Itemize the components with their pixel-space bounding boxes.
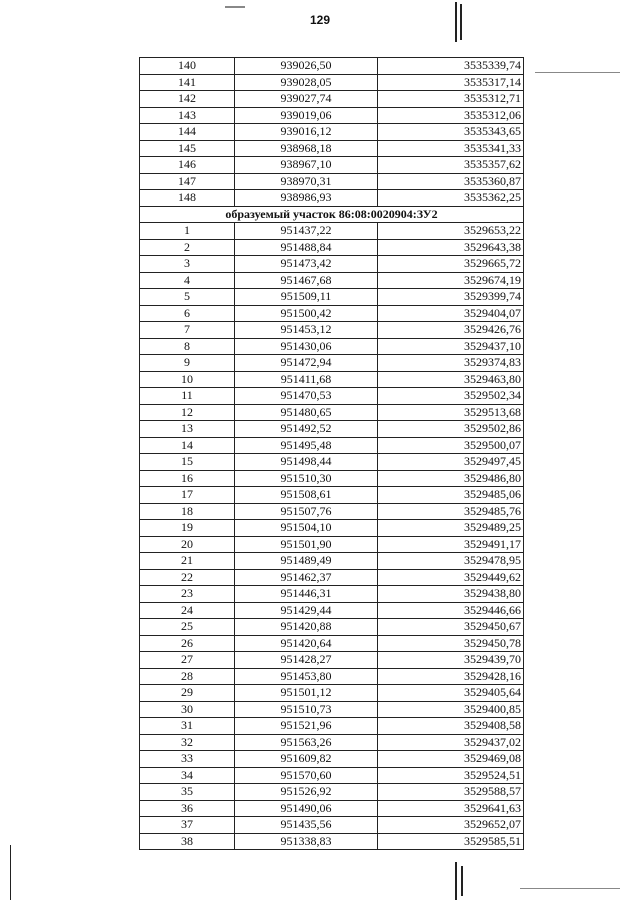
- point-number: 144: [140, 124, 235, 141]
- point-number: 13: [140, 421, 235, 438]
- x-coordinate: 951462,37: [235, 569, 378, 586]
- table-row: [140, 718, 524, 735]
- table-row: [140, 734, 524, 751]
- x-coordinate: 951453,12: [235, 322, 378, 339]
- point-number: 24: [140, 602, 235, 619]
- point-number: 143: [140, 107, 235, 124]
- table-row: [140, 635, 524, 652]
- point-number: 142: [140, 91, 235, 108]
- x-coordinate: 951490,06: [235, 800, 378, 817]
- table-row: [140, 487, 524, 504]
- table-row: [140, 652, 524, 669]
- table-row: [140, 685, 524, 702]
- point-number: 19: [140, 520, 235, 537]
- point-number: 11: [140, 388, 235, 405]
- x-coordinate: 951510,30: [235, 470, 378, 487]
- point-number: 28: [140, 668, 235, 685]
- point-number: 7: [140, 322, 235, 339]
- table-row: [140, 701, 524, 718]
- x-coordinate: 951498,44: [235, 454, 378, 471]
- y-coordinate: 3529437,02: [378, 734, 524, 751]
- x-coordinate: 951507,76: [235, 503, 378, 520]
- table-row: [140, 322, 524, 339]
- table-row: [140, 107, 524, 124]
- y-coordinate: 3535343,65: [378, 124, 524, 141]
- y-coordinate: 3529641,63: [378, 800, 524, 817]
- y-coordinate: 3529502,34: [378, 388, 524, 405]
- y-coordinate: 3529426,76: [378, 322, 524, 339]
- page-number: 129: [309, 13, 331, 27]
- point-number: 145: [140, 140, 235, 157]
- y-coordinate: 3529439,70: [378, 652, 524, 669]
- x-coordinate: 939027,74: [235, 91, 378, 108]
- y-coordinate: 3529478,95: [378, 553, 524, 570]
- x-coordinate: 951473,42: [235, 256, 378, 273]
- y-coordinate: 3529500,07: [378, 437, 524, 454]
- y-coordinate: 3535339,74: [378, 58, 524, 75]
- coordinates-table: [139, 57, 524, 850]
- point-number: 26: [140, 635, 235, 652]
- y-coordinate: 3535312,71: [378, 91, 524, 108]
- y-coordinate: 3535360,87: [378, 173, 524, 190]
- scan-artifact-speckle: [535, 72, 620, 73]
- x-coordinate: 951526,92: [235, 784, 378, 801]
- point-number: 5: [140, 289, 235, 306]
- point-number: 141: [140, 74, 235, 91]
- table-row: [140, 520, 524, 537]
- y-coordinate: 3529450,67: [378, 619, 524, 636]
- y-coordinate: 3529665,72: [378, 256, 524, 273]
- x-coordinate: 951521,96: [235, 718, 378, 735]
- y-coordinate: 3529469,08: [378, 751, 524, 768]
- x-coordinate: 951338,83: [235, 833, 378, 850]
- x-coordinate: 951609,82: [235, 751, 378, 768]
- y-coordinate: 3529449,62: [378, 569, 524, 586]
- point-number: 4: [140, 272, 235, 289]
- y-coordinate: 3529408,58: [378, 718, 524, 735]
- point-number: 2: [140, 239, 235, 256]
- x-coordinate: 951470,53: [235, 388, 378, 405]
- section-row: [140, 206, 524, 223]
- x-coordinate: 951510,73: [235, 701, 378, 718]
- y-coordinate: 3529513,68: [378, 404, 524, 421]
- x-coordinate: 939019,06: [235, 107, 378, 124]
- point-number: 27: [140, 652, 235, 669]
- table-row: [140, 173, 524, 190]
- point-number: 20: [140, 536, 235, 553]
- table-row: [140, 784, 524, 801]
- y-coordinate: 3529437,10: [378, 338, 524, 355]
- table-row: [140, 239, 524, 256]
- table-row: [140, 503, 524, 520]
- y-coordinate: 3529485,06: [378, 487, 524, 504]
- table-row: [140, 74, 524, 91]
- point-number: 33: [140, 751, 235, 768]
- x-coordinate: 951504,10: [235, 520, 378, 537]
- scan-artifact-mark: [455, 2, 457, 42]
- point-number: 9: [140, 355, 235, 372]
- scan-artifact-speckle: [520, 888, 620, 889]
- table-row: [140, 305, 524, 322]
- y-coordinate: 3529428,16: [378, 668, 524, 685]
- y-coordinate: 3529446,66: [378, 602, 524, 619]
- point-number: 148: [140, 190, 235, 207]
- y-coordinate: 3529450,78: [378, 635, 524, 652]
- y-coordinate: 3529653,22: [378, 223, 524, 240]
- table-row: [140, 437, 524, 454]
- table-row: [140, 338, 524, 355]
- table-row: [140, 256, 524, 273]
- x-coordinate: 951467,68: [235, 272, 378, 289]
- x-coordinate: 951492,52: [235, 421, 378, 438]
- table-row: [140, 371, 524, 388]
- x-coordinate: 951508,61: [235, 487, 378, 504]
- x-coordinate: 951435,56: [235, 817, 378, 834]
- x-coordinate: 951428,27: [235, 652, 378, 669]
- x-coordinate: 951437,22: [235, 223, 378, 240]
- scan-artifact-mark: [460, 4, 462, 40]
- table-row: [140, 91, 524, 108]
- x-coordinate: 951472,94: [235, 355, 378, 372]
- point-number: 31: [140, 718, 235, 735]
- table-row: [140, 668, 524, 685]
- y-coordinate: 3529374,83: [378, 355, 524, 372]
- table-row: [140, 751, 524, 768]
- point-number: 14: [140, 437, 235, 454]
- point-number: 18: [140, 503, 235, 520]
- y-coordinate: 3529485,76: [378, 503, 524, 520]
- x-coordinate: 951500,42: [235, 305, 378, 322]
- point-number: 10: [140, 371, 235, 388]
- table-row: [140, 569, 524, 586]
- scan-artifact-mark: [461, 866, 463, 896]
- y-coordinate: 3529405,64: [378, 685, 524, 702]
- y-coordinate: 3529674,19: [378, 272, 524, 289]
- y-coordinate: 3529489,25: [378, 520, 524, 537]
- point-number: 23: [140, 586, 235, 603]
- x-coordinate: 951509,11: [235, 289, 378, 306]
- table-row: [140, 124, 524, 141]
- point-number: 15: [140, 454, 235, 471]
- table-row: [140, 536, 524, 553]
- x-coordinate: 939028,05: [235, 74, 378, 91]
- x-coordinate: 939016,12: [235, 124, 378, 141]
- point-number: 146: [140, 157, 235, 174]
- table-row: [140, 140, 524, 157]
- table-row: [140, 157, 524, 174]
- x-coordinate: 951453,80: [235, 668, 378, 685]
- y-coordinate: 3535362,25: [378, 190, 524, 207]
- point-number: 8: [140, 338, 235, 355]
- point-number: 29: [140, 685, 235, 702]
- table-row: [140, 289, 524, 306]
- y-coordinate: 3535341,33: [378, 140, 524, 157]
- table-row: [140, 388, 524, 405]
- table-row: [140, 355, 524, 372]
- x-coordinate: 951429,44: [235, 602, 378, 619]
- table-row: [140, 767, 524, 784]
- section-title: образуемый участок 86:08:0020904:ЗУ2: [140, 206, 524, 223]
- point-number: 36: [140, 800, 235, 817]
- y-coordinate: 3529652,07: [378, 817, 524, 834]
- point-number: 32: [140, 734, 235, 751]
- x-coordinate: 938986,93: [235, 190, 378, 207]
- table-row: [140, 272, 524, 289]
- y-coordinate: 3529486,80: [378, 470, 524, 487]
- point-number: 37: [140, 817, 235, 834]
- table-row: [140, 817, 524, 834]
- x-coordinate: 951430,06: [235, 338, 378, 355]
- x-coordinate: 951489,49: [235, 553, 378, 570]
- table-row: [140, 833, 524, 850]
- x-coordinate: 951495,48: [235, 437, 378, 454]
- y-coordinate: 3535357,62: [378, 157, 524, 174]
- table-row: [140, 602, 524, 619]
- point-number: 38: [140, 833, 235, 850]
- table-row: [140, 619, 524, 636]
- point-number: 12: [140, 404, 235, 421]
- table-row: [140, 800, 524, 817]
- point-number: 140: [140, 58, 235, 75]
- y-coordinate: 3529438,80: [378, 586, 524, 603]
- scan-artifact-mark: [455, 862, 457, 900]
- point-number: 30: [140, 701, 235, 718]
- table-row: [140, 454, 524, 471]
- y-coordinate: 3529588,57: [378, 784, 524, 801]
- point-number: 35: [140, 784, 235, 801]
- x-coordinate: 951563,26: [235, 734, 378, 751]
- x-coordinate: 951570,60: [235, 767, 378, 784]
- point-number: 25: [140, 619, 235, 636]
- point-number: 34: [140, 767, 235, 784]
- y-coordinate: 3529502,86: [378, 421, 524, 438]
- y-coordinate: 3529399,74: [378, 289, 524, 306]
- point-number: 22: [140, 569, 235, 586]
- x-coordinate: 951420,88: [235, 619, 378, 636]
- y-coordinate: 3529585,51: [378, 833, 524, 850]
- x-coordinate: 938970,31: [235, 173, 378, 190]
- table-row: [140, 470, 524, 487]
- y-coordinate: 3529404,07: [378, 305, 524, 322]
- y-coordinate: 3535317,14: [378, 74, 524, 91]
- scan-artifact-mark: [10, 845, 11, 900]
- y-coordinate: 3535312,06: [378, 107, 524, 124]
- point-number: 3: [140, 256, 235, 273]
- point-number: 1: [140, 223, 235, 240]
- x-coordinate: 939026,50: [235, 58, 378, 75]
- y-coordinate: 3529491,17: [378, 536, 524, 553]
- x-coordinate: 951446,31: [235, 586, 378, 603]
- table-row: [140, 404, 524, 421]
- x-coordinate: 951420,64: [235, 635, 378, 652]
- y-coordinate: 3529400,85: [378, 701, 524, 718]
- x-coordinate: 938968,18: [235, 140, 378, 157]
- y-coordinate: 3529524,51: [378, 767, 524, 784]
- table-row: [140, 190, 524, 207]
- x-coordinate: 951411,68: [235, 371, 378, 388]
- y-coordinate: 3529463,80: [378, 371, 524, 388]
- point-number: 17: [140, 487, 235, 504]
- table-row: [140, 553, 524, 570]
- table-row: [140, 58, 524, 75]
- x-coordinate: 951480,65: [235, 404, 378, 421]
- table-row: [140, 223, 524, 240]
- y-coordinate: 3529497,45: [378, 454, 524, 471]
- x-coordinate: 951501,90: [235, 536, 378, 553]
- x-coordinate: 951488,84: [235, 239, 378, 256]
- scan-artifact-speckle: [225, 6, 245, 8]
- table-row: [140, 586, 524, 603]
- point-number: 147: [140, 173, 235, 190]
- x-coordinate: 951501,12: [235, 685, 378, 702]
- table-row: [140, 421, 524, 438]
- point-number: 21: [140, 553, 235, 570]
- point-number: 6: [140, 305, 235, 322]
- point-number: 16: [140, 470, 235, 487]
- y-coordinate: 3529643,38: [378, 239, 524, 256]
- x-coordinate: 938967,10: [235, 157, 378, 174]
